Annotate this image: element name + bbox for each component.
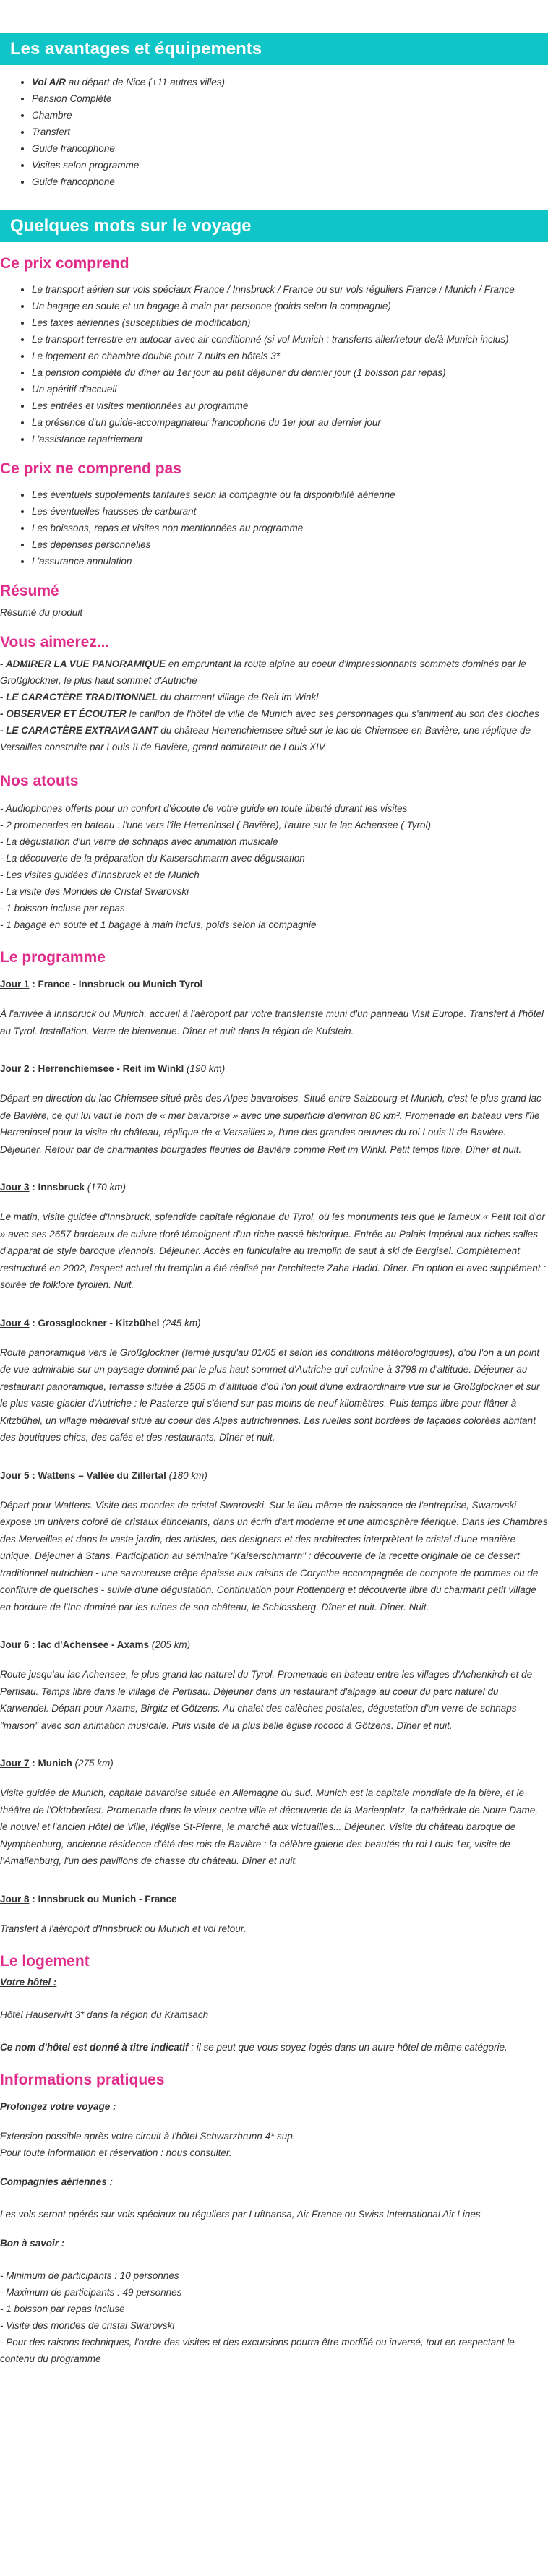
vous-aimerez-rest: du charmant village de Reit im Winkl bbox=[158, 692, 319, 703]
jour-heading bbox=[0, 1315, 548, 1331]
prix-comprend-item: • Les entrées et visites mentionnées au programme bbox=[32, 398, 548, 414]
prix-comprend-item: • Le transport aérien sur vols spéciaux France / Innsbruck / France ou sur vols réguliers France / Munich / France bbox=[32, 281, 548, 298]
jour-description: Départ pour Wattens. Visite des mondes de cristal Swarovski. Sur le lieu même de naissance de l'entreprise, Swarovski expose un univers coloré de cristaux étincelants, dans un écrin d'art moderne et une atmosphère féerique. Dans les Chambres des Merveilles et dans le vaste jardin, des artistes, des designers et des architectes interprètent le cristal d'une manière unique. Déjeuner à Stans. Participation au séminaire "Kaiserschmarrn" : découverte de la recette originale de ce dessert traditionnel autrichien - une savoureuse crêpe épaisse aux raisins de Corynthe accompagnée de compote de pommes ou de confiture de quetsches - suivie d'une dégustation. Continuation pour Rottenberg et découverte libre du charmant petit village en bordure de l'Inn dominé par les ruines de son château, le Schlossberg. Dîner et nuit. Dîner. Nuit. bbox=[0, 1499, 548, 1613]
atout-item: - 1 bagage en soute et 1 bagage à main inclus, poids selon la compagnie bbox=[0, 919, 317, 930]
prix-ne-comprend-item: • Les éventuelles hausses de carburant bbox=[32, 503, 548, 520]
jour-heading bbox=[0, 1180, 548, 1195]
vous-aimerez-item bbox=[0, 689, 548, 705]
jour-heading bbox=[0, 1061, 548, 1077]
jour-description: À l'arrivée à Innsbruck ou Munich, accueil à l'aéroport par votre transferiste muni d'un panneau Visit Europe. Transfert à l'hôtel au Tyrol. Installation. Verre de bienvenue. Dîner et nuit dans la région de Kufstein. bbox=[0, 1008, 544, 1036]
atout-item: - 2 promenades en bateau : l'une vers l'île Herreninsel ( Bavière), l'autre sur le lac Achensee ( Tyrol) bbox=[0, 820, 432, 830]
prix-comprend-list bbox=[0, 281, 548, 447]
jour-title: : Grossglockner - Kitzbühel bbox=[29, 1317, 160, 1328]
prix-comprend-item: • Un bagage en soute et un bagage à main par personne (poids selon la compagnie) bbox=[32, 298, 548, 314]
jour-description: Route panoramique vers le Großglockner (fermé jusqu'au 01/05 et selon les conditions météorologiques), d'où l'on a un point de vue admirable sur un paysage dominé par le plus haut sommet d'Autriche qui culmine à 3798 m d'altitude. Déjeuner au restaurant panoramique, terrasse située à 2505 m d'altitude d'où l'on jouit d'une extraordinaire vue sur le Großglockner et sur le plus vaste glacier d'Autriche : le Pasterze qui s'étend sur pas moins de neuf kilomètres. Puis temps libre pour flâner à Kitzbühel, un village médiéval situé au coeur des Alpes autrichiennes. Les ruelles sont bordées de façades colorées abritant des boutiques chics, des cafés et des restaurants. Dîner et nuit. bbox=[0, 1347, 540, 1443]
jour-title: : Innsbruck bbox=[29, 1182, 85, 1193]
vous-aimerez-bold: - LE CARACTÈRE TRADITIONNEL bbox=[0, 692, 158, 703]
avantage-bold: Vol A/R bbox=[32, 77, 66, 87]
atout-item: - Audiophones offerts pour un confort d'écoute de votre guide en toute liberté durant les visites bbox=[0, 803, 408, 814]
bon-line: - Visite des mondes de cristal Swarovski bbox=[0, 2320, 175, 2331]
avantage-item bbox=[32, 140, 548, 157]
jour-title: : France - Innsbruck ou Munich Tyrol bbox=[29, 979, 203, 989]
jour-heading bbox=[0, 1637, 548, 1653]
programme-title: Le programme bbox=[0, 949, 106, 966]
votre-hotel-label bbox=[0, 1975, 548, 1991]
bon-line: - Minimum de participants : 10 personnes bbox=[0, 2270, 179, 2281]
jour-heading bbox=[0, 1756, 548, 1772]
jour-description: Visite guidée de Munich, capitale bavaroise située en Allemagne du sud. Munich est la capitale mondiale de la bière, et le théâtre de l'Oktoberfest. Promenade dans le vieux centre ville et découverte de la Marienplatz, la cathédrale de Notre Dame, le nouvel et l'ancien Hôtel de Ville, l'église St-Pierre, le marché aux victuailles... Déjeuner. Visite du château baroque de Nymphenburg, ancienne résidence d'été des rois de Bavière : la célèbre galerie des beautés du roi Louis 1er, visite de l'Amalienburg, l'un des pavillons de chasse du château. Dîner et nuit. bbox=[0, 1787, 538, 1866]
prolongez-lines bbox=[0, 2128, 548, 2161]
jour-distance: (190 km) bbox=[184, 1063, 226, 1074]
avantages-list bbox=[0, 74, 548, 190]
compagnies-text: Les vols seront opérés sur vols spéciaux ou réguliers par Lufthansa, Air France ou Swiss International Air Lines bbox=[0, 2209, 481, 2220]
jour-description: Le matin, visite guidée d'Innsbruck, splendide capitale régionale du Tyrol, où les monuments tels que le fameux « Petit toit d'or » avec ses 2657 bardeaux de cuivre doré témoignent d'un riche passé historique. Entrée au Palais Impérial aux riches salles d'apparat de style baroque viennois. Déjeuner. Accès en funiculaire au tremplin de saut à ski de Bergisel. Complètement restructuré en 2002, l'aspect actuel du tremplin a été réalisé par l'architecte Zaha Hadid. Dîner. En option et avec supplément : soirée de folklore tyrolien. Nuit. bbox=[0, 1211, 547, 1290]
prix-ne-comprend-item: • Les éventuels suppléments tarifaires selon la compagnie ou la disponibilité aérienne bbox=[32, 486, 548, 503]
vous-aimerez-bold: - ADMIRER LA VUE PANORAMIQUE bbox=[0, 658, 166, 669]
avantage-text: Chambre bbox=[32, 110, 72, 121]
atout-item: - La dégustation d'un verre de schnaps avec animation musicale bbox=[0, 836, 278, 847]
avantage-text: Guide francophone bbox=[32, 176, 115, 187]
jour-number: Jour 4 bbox=[0, 1317, 30, 1328]
vous-aimerez-title: Vous aimerez... bbox=[0, 634, 110, 651]
jour-title: : lac d'Achensee - Axams bbox=[29, 1639, 150, 1650]
prolongez-line: Pour toute information et réservation : nous consulter. bbox=[0, 2147, 232, 2158]
prix-ne-comprend-item: • Les boissons, repas et visites non mentionnées au programme bbox=[32, 520, 548, 536]
jour-description: Transfert à l'aéroport d'Innsbruck ou Munich et vol retour. bbox=[0, 1923, 247, 1934]
prix-comprend-item: • Un apéritif d'accueil bbox=[32, 381, 548, 398]
avantage-text: Visites selon programme bbox=[32, 160, 140, 171]
jour-distance: (180 km) bbox=[166, 1469, 207, 1481]
atouts-title: Nos atouts bbox=[0, 773, 79, 789]
atout-item: - Les visites guidées d'Innsbruck et de Munich bbox=[0, 870, 200, 880]
prolongez-label: Prolongez votre voyage : bbox=[0, 2101, 116, 2112]
jour-heading bbox=[0, 976, 548, 992]
programme-days bbox=[0, 976, 548, 1937]
prix-ne-comprend-title: Ce prix ne comprend pas bbox=[0, 460, 181, 477]
avantage-text: au départ de Nice (+11 autres villes) bbox=[66, 77, 225, 87]
atouts-list bbox=[0, 800, 548, 933]
jour-number: Jour 3 bbox=[0, 1182, 30, 1193]
atout-item: - La découverte de la préparation du Kaiserschmarrn avec dégustation bbox=[0, 853, 305, 864]
jour-title: : Herrenchiemsee - Reit im Winkl bbox=[29, 1063, 184, 1074]
resume-title: Résumé bbox=[0, 583, 59, 599]
avantages-title: Les avantages et équipements bbox=[0, 33, 548, 65]
avantage-text: Pension Complète bbox=[32, 93, 112, 104]
jour-number: Jour 6 bbox=[0, 1639, 30, 1650]
mots-title: Quelques mots sur le voyage bbox=[0, 210, 548, 242]
jour-number: Jour 2 bbox=[0, 1063, 30, 1074]
jour-description: Départ en direction du lac Chiemsee situé près des Alpes bavaroises. Situé entre Salzbourg et Munich, c'est le plus grand lac de Bavière, ce qui lui vaut le nom de « mer bavaroise » avec une superficie d'environ 80 km². Promenade en bateau vers l'île Herreninsel pour la visite du château, réplique de « Versailles », l'une des grandes oeuvres du roi Louis II de Bavière. Déjeuner. Retour par de charmantes bourgades fleuries de Bavière comme Reit im Winkl. Petit temps libre. Dîner et nuit. bbox=[0, 1093, 541, 1155]
vous-aimerez-item bbox=[0, 722, 548, 755]
prix-comprend-item: • Les taxes aériennes (susceptibles de modification) bbox=[32, 314, 548, 331]
vous-aimerez-item bbox=[0, 656, 548, 689]
prix-ne-comprend-item: • L'assurance annulation bbox=[32, 553, 548, 570]
vous-aimerez-list bbox=[0, 656, 548, 755]
jour-distance: (245 km) bbox=[159, 1317, 201, 1328]
jour-title: : Munich bbox=[29, 1758, 72, 1769]
jour-number: Jour 5 bbox=[0, 1469, 30, 1481]
jour-distance: (205 km) bbox=[149, 1639, 191, 1650]
avantage-item bbox=[32, 107, 548, 124]
prix-comprend-title: Ce prix comprend bbox=[0, 255, 129, 272]
bon-line: - Pour des raisons techniques, l'ordre des visites et des excursions pourra être modifié ou inversé, tout en respectant le contenu du programme bbox=[0, 2337, 515, 2364]
avantage-text: Guide francophone bbox=[32, 143, 115, 154]
prix-ne-comprend-item: • Les dépenses personnelles bbox=[32, 536, 548, 553]
prix-comprend-item: • Le logement en chambre double pour 7 nuits en hôtels 3* bbox=[32, 348, 548, 364]
jour-heading bbox=[0, 1468, 548, 1484]
jour-description: Route jusqu'au lac Achensee, le plus grand lac naturel du Tyrol. Promenade en bateau entre les villages d'Achenkirch et de Pertisau. Temps libre dans le village de Pertisau. Déjeuner dans un restaurant d'alpage au coeur du parc naturel du Karwendel. Départ pour Axams, Birgitz et Götzens. Au chalet des calèches postales, dégustation d'un verre de schnaps "maison" avec son animation musicale. Puis visite de la plus belle église rococo à Götzens. Dîner et nuit. bbox=[0, 1669, 533, 1731]
prix-comprend-item: • L'assistance rapatriement bbox=[32, 431, 548, 447]
atout-item: - 1 boisson incluse par repas bbox=[0, 903, 125, 914]
resume-text: Résumé du produit bbox=[0, 607, 83, 618]
vous-aimerez-item bbox=[0, 705, 548, 722]
avantage-item bbox=[32, 173, 548, 190]
vous-aimerez-rest: le carillon de l'hôtel de ville de Munich avec ses personnages qui s'animent au son des cloches bbox=[126, 708, 539, 719]
jour-number: Jour 1 bbox=[0, 979, 30, 989]
bon-lines bbox=[0, 2267, 548, 2367]
ce-nom-rest: ; il se peut que vous soyez logés dans un autre hôtel de même catégorie. bbox=[188, 2042, 508, 2053]
ce-nom-note bbox=[0, 2039, 548, 2056]
vous-aimerez-bold: - LE CARACTÈRE EXTRAVAGANT bbox=[0, 725, 158, 736]
jour-title: : Wattens – Vallée du Zillertal bbox=[29, 1469, 166, 1481]
votre-hotel-text: Hôtel Hauserwirt 3* dans la région du Kramsach bbox=[0, 2009, 209, 2020]
prix-comprend-item: • Le transport terrestre en autocar avec air conditionné (si vol Munich : transferts aller/retour de/à Munich inclus) bbox=[32, 331, 548, 348]
prolongez-line: Extension possible après votre circuit à l'hôtel Schwarzbrunn 4* sup. bbox=[0, 2131, 296, 2142]
jour-distance: (170 km) bbox=[85, 1182, 127, 1193]
vous-aimerez-bold: - OBSERVER ET ÉCOUTER bbox=[0, 708, 127, 719]
avantage-item bbox=[32, 90, 548, 107]
bon-label: Bon à savoir : bbox=[0, 2238, 65, 2249]
jour-number: Jour 8 bbox=[0, 1893, 30, 1905]
jour-heading bbox=[0, 1892, 548, 1907]
compagnies-label: Compagnies aériennes : bbox=[0, 2176, 114, 2187]
atout-item: - La visite des Mondes de Cristal Swarovski bbox=[0, 886, 189, 897]
prix-comprend-item: • La pension complète du dîner du 1er jour au petit déjeuner du dernier jour (1 boisson par repas) bbox=[32, 364, 548, 381]
prix-ne-comprend-list bbox=[0, 486, 548, 570]
vous-aimerez-rest: du château Herrenchiemsee situé sur le lac de Chiemsee en Bavière, une réplique de Versailles construite par Louis II de Bavière, grand admirateur de Louis XIV bbox=[0, 725, 531, 752]
prix-comprend-item: • La présence d'un guide-accompagnateur francophone du 1er jour au dernier jour bbox=[32, 414, 548, 431]
vous-aimerez-rest: en empruntant la route alpine au coeur d'impressionnants sommets dominés par le Großglockner, le plus haut sommet d'Autriche bbox=[0, 658, 526, 686]
page bbox=[0, 33, 548, 2367]
bon-line: - 1 boisson par repas incluse bbox=[0, 2304, 125, 2314]
avantage-text: Transfert bbox=[32, 126, 71, 137]
avantage-item bbox=[32, 124, 548, 140]
jour-distance: (275 km) bbox=[72, 1758, 114, 1769]
ce-nom-bold: Ce nom d'hôtel est donné à titre indicatif bbox=[0, 2042, 189, 2053]
jour-number: Jour 7 bbox=[0, 1758, 30, 1769]
bon-line: - Maximum de participants : 49 personnes bbox=[0, 2287, 182, 2298]
votre-hotel-label-text: Votre hôtel : bbox=[0, 1977, 57, 1988]
avantage-item bbox=[32, 157, 548, 173]
logement-title: Le logement bbox=[0, 1953, 90, 1970]
infos-title: Informations pratiques bbox=[0, 2071, 165, 2088]
avantage-item bbox=[32, 74, 548, 90]
jour-title: : Innsbruck ou Munich - France bbox=[29, 1893, 177, 1905]
